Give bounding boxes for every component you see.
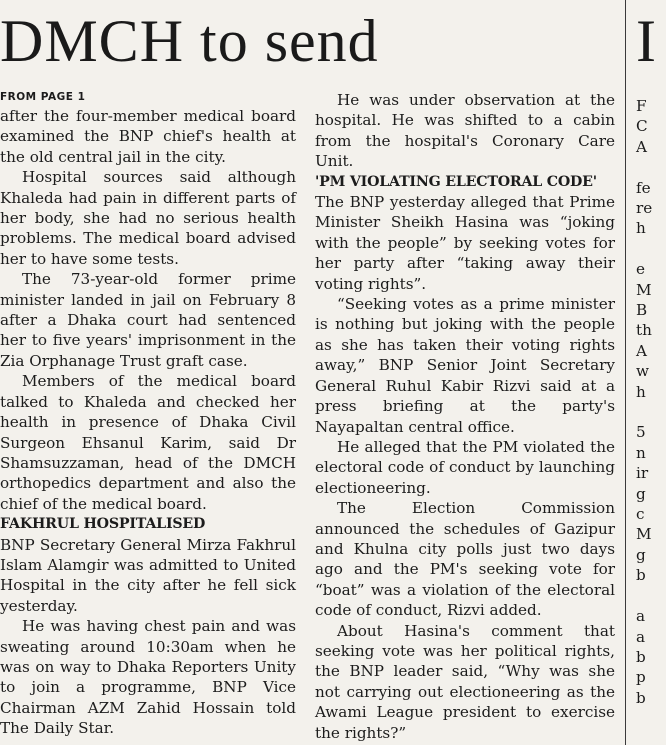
text-fragment: re: [636, 199, 653, 218]
paragraph: About Hasina's comment that seeking vote was her political rights, the BNP leader said, “Why was she not carrying out electioneering as the Awami League president to exercise the rights?”: [315, 621, 615, 742]
text-fragment: c: [636, 505, 645, 524]
text-fragment: [636, 586, 666, 606]
text-fragment: g: [636, 484, 646, 503]
text-fragment: g: [636, 545, 646, 564]
article-column-2: [315, 90, 615, 743]
text-fragment: fe: [636, 178, 651, 197]
text-fragment: M: [636, 280, 652, 299]
next-headline-fragment: I: [636, 8, 656, 74]
paragraph: Members of the medical board talked to Khaleda and checked her health in presence of Dhaka Civil Surgeon Ehsanul Karim, said Dr Shamsuzzaman, head of the DMCH orthopedics department and also the chief of the medical board.: [0, 372, 296, 513]
text-fragment: h: [636, 382, 646, 401]
headline: DMCH to send: [0, 8, 379, 74]
paragraph: The 73-year-old former prime minister landed in jail on February 8 after a Dhaka court had sentenced her to five years' imprisonment in the Zia Orphanage Trust graft case.: [0, 270, 296, 370]
text-fragment: p: [636, 668, 646, 687]
paragraph: after the four-member medical board examined the BNP chief's health at the old central jail in the city.: [0, 107, 296, 166]
paragraph: “Seeking votes as a prime minister is nothing but joking with the people as she has taken their voting rights away,” BNP Senior Joint Secretary General Ruhul Kabir Rizvi said at a press briefing at the party's Nayapaltan central office.: [315, 295, 615, 436]
paragraph: BNP Secretary General Mirza Fakhrul Islam Alamgir was admitted to United Hospital in the city after he fell sick yesterday.: [0, 535, 296, 615]
text-fragment: w: [636, 362, 649, 381]
text-fragment: ir: [636, 464, 649, 483]
jump-line: FROM PAGE 1: [0, 91, 86, 103]
text-fragment: th: [636, 321, 652, 340]
text-fragment: b: [636, 566, 646, 585]
text-fragment: e: [636, 260, 645, 279]
text-fragment: B: [636, 301, 648, 320]
text-fragment: [636, 157, 666, 177]
text-fragment: C: [636, 117, 648, 136]
text-fragment: [636, 239, 666, 259]
text-fragment: a: [636, 607, 646, 626]
paragraph: He was under observation at the hospital. He was shifted to a cabin from the hospital's Coronary Care Unit.: [315, 91, 615, 171]
text-fragment: h: [636, 219, 646, 238]
paragraph: He was having chest pain and was sweating around 10:30am when he was on way to Dhaka Reporters Unity to join a programme, BNP Vice Chairman AZM Zahid Hossain told The Daily Star.: [0, 617, 296, 738]
paragraph: The BNP yesterday alleged that Prime Minister Sheikh Hasina was “joking with the people” by seeking votes for her party after “taking away their voting rights”.: [315, 193, 615, 293]
text-fragment: [636, 402, 666, 422]
text-fragment: M: [636, 525, 652, 544]
text-fragment: b: [636, 647, 646, 666]
adjacent-article-fragment: [636, 96, 666, 708]
column-divider: [625, 0, 626, 745]
text-fragment: b: [636, 688, 646, 707]
paragraph: He alleged that the PM violated the electoral code of conduct by launching electioneering.: [315, 437, 615, 497]
subheading: 'PM VIOLATING ELECTORAL CODE': [315, 173, 597, 190]
text-fragment: A: [636, 137, 647, 156]
text-fragment: a: [636, 627, 646, 646]
article-column-1: [0, 90, 296, 739]
text-fragment: A: [636, 341, 647, 360]
text-fragment: 5: [636, 423, 646, 442]
text-fragment: n: [636, 443, 646, 462]
paragraph: The Election Commission announced the schedules of Gazipur and Khulna city polls just two days ago and the PM's seeking vote for “boat” was a violation of the electoral code of conduct, Rizvi added.: [315, 499, 615, 620]
subheading: FAKHRUL HOSPITALISED: [0, 516, 206, 533]
text-fragment: F: [636, 97, 647, 115]
paragraph: Hospital sources said although Khaleda had pain in different parts of her body, she had no serious health problems. The medical board advised her to have some tests.: [0, 168, 296, 268]
